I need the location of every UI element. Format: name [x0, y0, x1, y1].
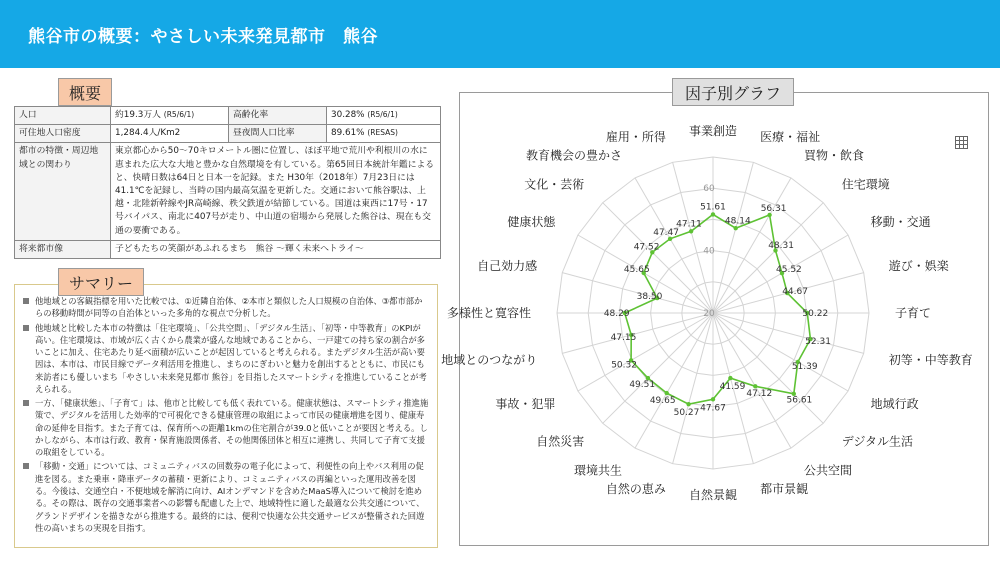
- page-title: 熊谷市の概要：やさしい未来発見都市 熊谷: [28, 27, 378, 47]
- daynight-cell: [327, 125, 441, 143]
- data-label: 47.11: [676, 219, 702, 230]
- population-cell: [111, 107, 229, 125]
- summary-text: 「移動・交通」については、コミュニティバスの回数券の電子化によって、利便性の向上やバス利用の促進を図る。また乗車・降車データの蓄積・更新により、コミュニティバスの再編といった運用改善を図る。今後は、交通空白・不便地域を解消に向け、AIオンデマンドを含めたMaaS導入について検討を進める。その際は、既存の交通事業者への影響も配慮した上で、地域特性に適した最適な公共交通について、グランドデザインを描きながら推進する。最終的には、便利で快適な公共交通サービスが整備された回遊性の高いまちの実現を目指す。: [35, 461, 425, 533]
- grid-spoke: [673, 313, 713, 464]
- data-point: [711, 212, 715, 216]
- data-label: 48.31: [768, 240, 794, 251]
- category-label: 地域とのつながり: [441, 353, 538, 368]
- aging-value: 30.28%: [331, 110, 365, 120]
- category-label: 医療・福祉: [760, 130, 821, 145]
- data-label: 52.31: [805, 337, 831, 348]
- grid-spoke: [713, 313, 864, 353]
- table-row: [15, 143, 441, 240]
- page-header: [0, 0, 1000, 68]
- data-label: 38.50: [636, 292, 663, 302]
- data-label: 47.15: [610, 333, 637, 343]
- category-label: 事故・犯罪: [495, 397, 556, 411]
- aging-cell: [327, 107, 441, 125]
- summary-list: [15, 285, 437, 534]
- grid-spoke: [562, 313, 713, 353]
- bullet-square-icon: [23, 325, 29, 331]
- category-label: 遊び・娯楽: [888, 258, 949, 273]
- data-label: 47.47: [653, 227, 679, 238]
- category-label: 移動・交通: [870, 215, 931, 229]
- table-row: [15, 125, 441, 143]
- category-label: 自然災害: [536, 434, 585, 449]
- land-value: 1,284.4人/Km2: [111, 125, 229, 143]
- population-label: 人口: [15, 107, 111, 125]
- data-point: [728, 376, 732, 380]
- data-label: 41.59: [719, 381, 746, 392]
- data-point: [711, 397, 715, 401]
- table-row: [15, 107, 441, 125]
- data-label: 50.27: [673, 408, 700, 418]
- summary-box: [14, 284, 438, 548]
- bullet-square-icon: [23, 400, 29, 406]
- summary-text: 一方、「健康状態」、「子育て」は、他市と比較しても低く表れている。健康状態は、スマートシティ推進施策で、デジタルを活用した効率的で可視化できる健康管理の取組によって市民の健康増進を図り、健康寿命の延伸を目指す。また子育ては、保育所への距離1kmの住宅割合が39.0と低いことが要因と考える。しかしながら、本市は行政、教育・保育施設関係者、その他関係団体と相互に連携し、共同して子育て支援の取組をしている。: [35, 398, 429, 458]
- data-label: 49.51: [629, 379, 656, 390]
- category-label: 自己効力感: [477, 258, 538, 273]
- list-item: [23, 322, 429, 396]
- category-label: 自然景観: [688, 488, 738, 502]
- category-label: 健康状態: [507, 215, 556, 229]
- data-point: [734, 226, 738, 230]
- category-label: 教育機会の豊かさ: [525, 148, 622, 163]
- aging-date: (R5/6/1): [367, 110, 398, 119]
- category-label: 住宅環境: [841, 177, 890, 192]
- category-label: 子育て: [895, 306, 932, 320]
- category-label: 公共空間: [804, 463, 853, 478]
- daynight-label: 昼夜間人口比率: [229, 125, 327, 143]
- data-point: [689, 229, 693, 233]
- axis-tick-label: 20: [703, 309, 715, 319]
- data-label: 51.61: [700, 202, 726, 213]
- list-item: [23, 460, 429, 534]
- population-value: 約19.3万人: [115, 110, 161, 120]
- data-label: 44.67: [782, 287, 808, 297]
- data-label: 45.52: [776, 265, 802, 276]
- category-label: 環境共生: [573, 463, 622, 478]
- overview-table: [14, 106, 441, 259]
- data-label: 51.39: [791, 362, 818, 372]
- daynight-source: (RESAS): [367, 128, 398, 138]
- data-point: [686, 402, 690, 406]
- daynight-value: 89.61%: [331, 128, 365, 139]
- left-panel: [10, 78, 442, 554]
- overview-heading: 概要: [58, 78, 112, 106]
- category-label: 都市景観: [760, 481, 809, 496]
- aging-label: 高齢化率: [229, 107, 327, 125]
- grid-spoke: [713, 162, 753, 313]
- data-label: 50.32: [611, 360, 637, 371]
- category-label: 地域行政: [870, 397, 919, 411]
- data-label: 56.31: [760, 204, 787, 214]
- category-label: 多様性と寛容性: [446, 306, 531, 320]
- data-label: 48.14: [724, 216, 751, 227]
- data-point: [753, 384, 757, 388]
- features-label: 都市の特徴・周辺地域との関わり: [15, 143, 111, 240]
- data-label: 49.65: [649, 396, 676, 406]
- table-row: [15, 240, 441, 258]
- category-label: デジタル生活: [841, 434, 913, 449]
- land-label: 可住地人口密度: [15, 125, 111, 143]
- category-label: 事業創造: [688, 124, 738, 138]
- data-point: [665, 391, 669, 395]
- population-date: (R5/6/1): [163, 110, 195, 119]
- category-label: 自然の恵み: [605, 481, 666, 496]
- category-label: 雇用・所得: [605, 130, 666, 145]
- data-label: 50.22: [802, 309, 829, 319]
- data-label: 48.29: [603, 309, 630, 319]
- summary-heading: サマリー: [58, 268, 144, 296]
- data-label: 56.61: [786, 395, 813, 406]
- bullet-square-icon: [23, 298, 29, 304]
- features-text: 東京都心から50～70キロメートル圏に位置し、ほぼ平地で荒川や利根川の水に恵まれた広大な大地と豊かな自然環境を有している。第65回日本統計年鑑によると、快晴日数は64日と日本一を記録。また H30年（2018年）7月23日には41.1℃を記録し、当時の国内最高気温を更新した。交通において熊谷駅は、上越・北陸新幹線やJR高崎線、秩父鉄道が結節している。国道は東西に17号・17号バイパス、南北に407号が走り、中山道の宿場から発展した熊谷は、現在も交通の要衝である。: [111, 143, 441, 240]
- graph-heading: 因子別グラフ: [672, 78, 794, 106]
- list-item: [23, 295, 429, 320]
- data-label: 47.52: [633, 242, 660, 253]
- future-text: 子どもたちの笑顔があふれるまち 熊谷 〜輝く未来へトライ〜: [111, 240, 441, 258]
- category-label: 初等・中等教育: [888, 353, 973, 368]
- grid-spoke: [713, 313, 791, 448]
- axis-tick-label: 40: [703, 246, 715, 257]
- category-label: 文化・芸術: [524, 177, 585, 192]
- data-label: 47.67: [700, 403, 726, 414]
- data-label: 45.65: [623, 265, 650, 275]
- category-label: 買物・飲食: [804, 148, 865, 163]
- radar-chart: [441, 92, 987, 544]
- bullet-square-icon: [23, 463, 29, 469]
- data-label: 47.12: [746, 389, 773, 400]
- summary-text: 他地域との客観指標を用いた比較では、①近隣自治体、②本市と類似した人口規模の自治体、③都市部からの移動時間が同等の自治体といった多角的な視点で分析した。: [35, 296, 423, 319]
- future-label: 将来都市像: [15, 240, 111, 258]
- list-item: [23, 397, 429, 458]
- summary-text: 他地域と比較した本市の特徴は「住宅環境」、「公共空間」、「デジタル生活」、「初等・中等教育」のKPIが高い。住宅環境は、市域が広く古くから農業が盛んな地域であることから、一戸建ての持ち家の割合が多いことに加え、住宅あたり延べ面積が広いことが起因していると考えられる。またデジタル生活が高い要因は、本市は、市民目線でデータ利活用を推進し、まちのにぎわいと魅力を創出するとともに、市民にも来訪者にも優しいまち「やさしい未来発見都市 熊谷」を目指したスマートシティを推進していることが考えられる。: [35, 322, 427, 394]
- axis-tick-label: 60: [703, 184, 715, 195]
- grid-icon[interactable]: [955, 136, 968, 149]
